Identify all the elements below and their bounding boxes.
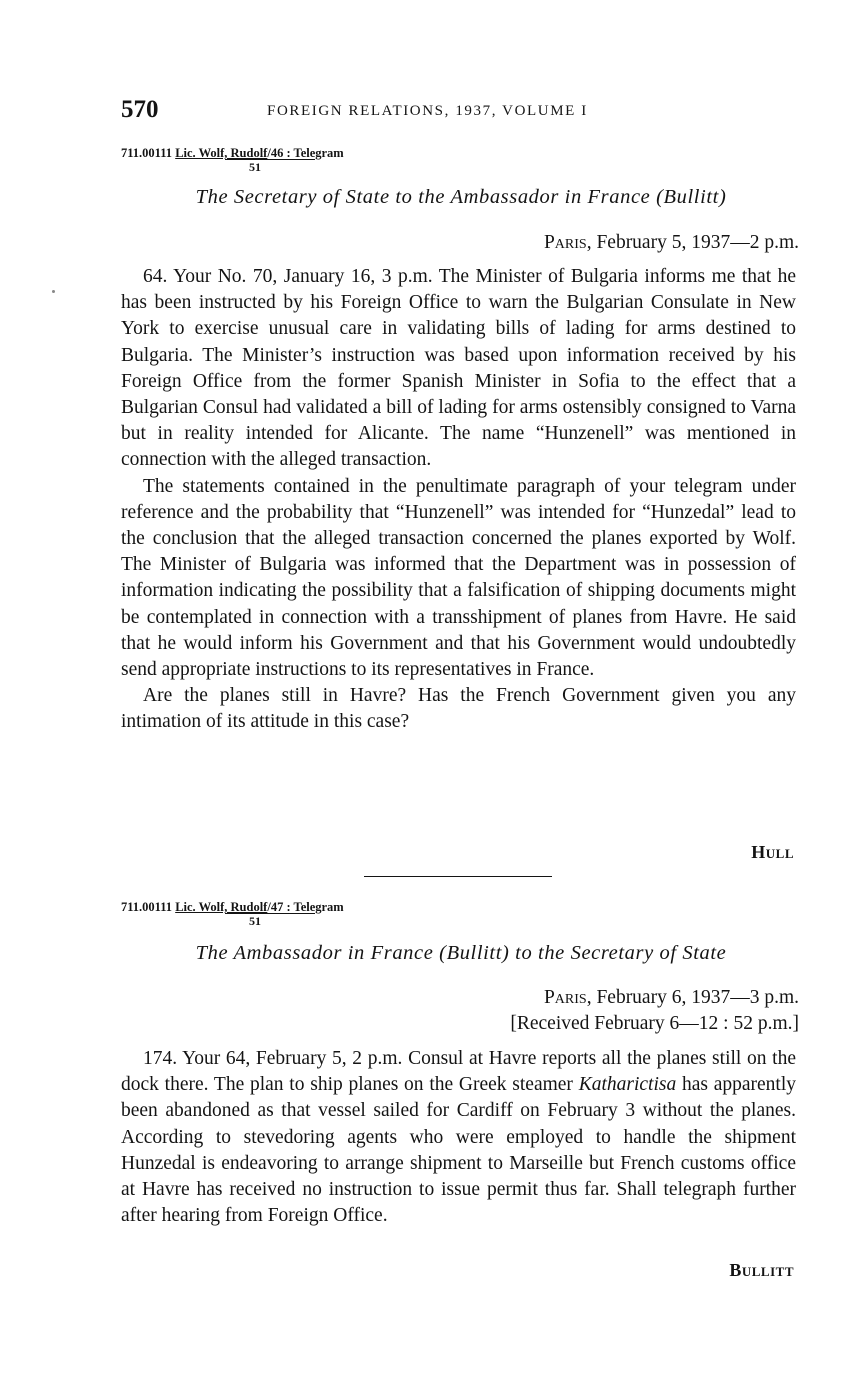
document-body-1 (121, 264, 796, 736)
running-head: FOREIGN RELATIONS, 1937, VOLUME I (267, 103, 588, 119)
document-title-2: The Ambassador in France (Bullitt) to the Secretary of State (195, 942, 727, 964)
received-line: [Received February 6—12 : 52 p.m.] (510, 1013, 799, 1034)
document-title-1: The Secretary of State to the Ambassador in France (Bullitt) (195, 186, 727, 208)
file-reference-2 (121, 899, 344, 928)
file-ref-subnumber: 51 (249, 914, 261, 928)
dateline-place: Paris (543, 232, 587, 253)
page-header (121, 96, 801, 130)
file-ref-suffix: /47 : Telegram (267, 900, 344, 914)
dateline-1 (544, 230, 799, 256)
page-number: 570 (121, 96, 159, 123)
dateline-date: , February 6, 1937—3 p.m. (586, 987, 799, 1008)
signature-1: Hull (751, 842, 794, 862)
dateline-place: Paris (543, 987, 587, 1008)
margin-speck (52, 290, 55, 293)
file-ref-subnumber: 51 (249, 160, 261, 174)
file-ref-prefix: 711.00111 (121, 900, 176, 914)
body-paragraph: Are the planes still in Havre? Has the French Government given you any intimation of its attitude in this case? (121, 685, 796, 733)
body-paragraph: The statements contained in the penultimate paragraph of your telegram under reference and the probability that “Hunzenell” was intended for “Hunzedal” lead to the conclusion that the alleged transaction concerned the planes exported by Wolf. The Minister of Bulgaria was informed that the Department was in possession of information indicating the possibility that a falsification of shipping documents might be contemplated in connection with a transshipment of planes from Havre. He said that he would inform his Government and that his Government would undoubtedly send appropriate instructions to its representatives in France. (121, 475, 796, 681)
body-paragraph: 64. Your No. 70, January 16, 3 p.m. The Minister of Bulgaria informs me that he has been instructed by his Foreign Office to warn the Bulgarian Consulate in New York to exercise unusual care in validating bills of lading for arms destined to Bulgaria. The Minister’s instruction was based upon information received by his Foreign Office from the former Spanish Minister in Sofia to the effect that a Bulgarian Consul had validated a bill of lading for arms ostensibly consigned to Varna but in reality intended for Alicante. The name “Hunzenell” was mentioned in connection with the alleged transaction. (121, 266, 796, 471)
file-ref-underlined: Lic. Wolf, Rudolf (175, 900, 268, 914)
file-reference-1 (121, 145, 344, 174)
section-divider (364, 876, 552, 877)
dateline-date: , February 5, 1937—2 p.m. (586, 232, 799, 253)
file-ref-prefix: 711.00111 (121, 146, 176, 160)
signature-2: Bullitt (729, 1260, 794, 1280)
dateline-2 (510, 985, 799, 1037)
file-ref-suffix: /46 : Telegram (267, 146, 344, 160)
file-ref-underlined: Lic. Wolf, Rudolf (175, 146, 268, 160)
document-body-2 (121, 1046, 796, 1229)
body-paragraph: 174. Your 64, February 5, 2 p.m. Consul at Havre reports all the planes still on the dock there. The plan to ship planes on the Greek steamer Katharictisa has apparently been abandoned as that vessel sailed for Cardiff on February 3 without the planes. According to stevedoring agents who were employed to handle the shipment Hunzedal is endeavoring to arrange shipment to Marseille but French customs office at Havre has received no instruction to issue permit thus far. Shall telegraph further after hearing from Foreign Office. (121, 1048, 797, 1227)
vessel-name: Katharictisa (578, 1074, 677, 1096)
